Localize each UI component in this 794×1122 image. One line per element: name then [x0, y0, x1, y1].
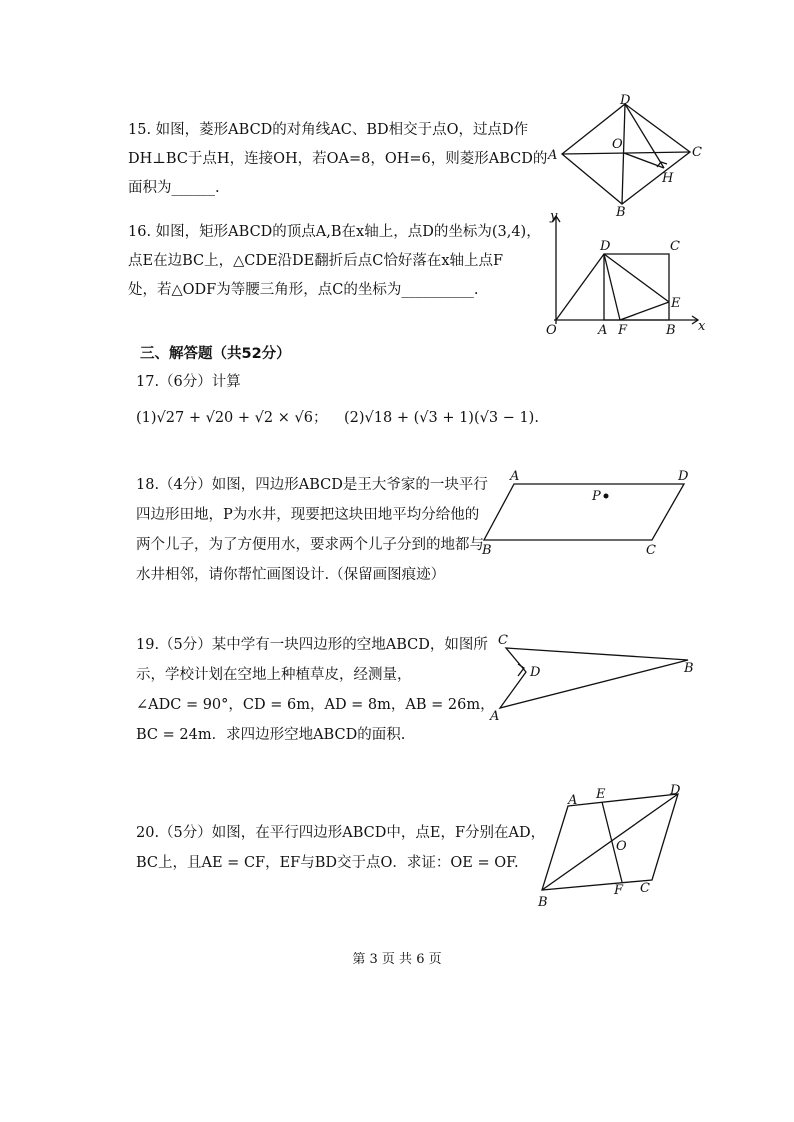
q19-quadrilateral-outline	[500, 648, 688, 708]
q16-segment-od	[556, 254, 604, 320]
q20-line-1: 20.（5分）如图，在平行四边形ABCD中，点E，F分别在AD，	[136, 825, 546, 841]
q16-label-d: D	[600, 239, 611, 254]
q18-well-point	[604, 494, 609, 499]
q15-label-d: D	[620, 93, 631, 108]
q20-parallelogram-figure	[534, 782, 704, 912]
q15-line-3: 面积为______.	[128, 180, 220, 196]
q16-label-x: x	[698, 319, 706, 334]
q16-label-y: y	[550, 209, 558, 224]
q20-label-a: A	[568, 793, 578, 808]
q20-label-e: E	[596, 787, 606, 802]
q15-label-o: O	[612, 137, 623, 152]
question-20	[136, 818, 545, 878]
q16-label-a: A	[598, 323, 608, 338]
section-3-heading: 三、解答题（共52分）	[140, 346, 291, 362]
q18-line-1: 18.（4分）如图，四边形ABCD是王大爷家的一块平行	[136, 477, 488, 493]
q15-label-a: A	[548, 148, 558, 163]
q15-label-h: H	[662, 171, 674, 186]
q16-rectangle-figure	[540, 209, 710, 342]
q16-label-b: B	[666, 323, 676, 338]
q20-line-2: BC上，且AE = CF，EF与BD交于点O．求证：OE = OF.	[136, 855, 519, 871]
q15-diagonal-bd	[622, 104, 625, 204]
q19-label-d: D	[530, 665, 541, 680]
question-17	[136, 368, 241, 397]
q17-part-1: (1)√27 + √20 + √2 × √6；	[136, 410, 328, 426]
q19-quadrilateral-figure	[490, 634, 700, 724]
q15-label-c: C	[692, 145, 702, 160]
q17-header: 17.（6分）计算	[136, 374, 241, 390]
q15-label-b: B	[616, 205, 626, 220]
question-19	[136, 630, 495, 750]
q18-label-a: A	[510, 469, 520, 484]
q18-label-b: B	[482, 543, 492, 558]
q18-line-2: 四边形田地，P为水井，现要把这块田地平均分给他的	[136, 507, 480, 523]
q16-label-f: F	[618, 323, 628, 338]
q19-line-2: 示，学校计划在空地上种植草皮，经测量，	[136, 667, 412, 683]
q16-rectangle-abcd	[604, 254, 669, 320]
q17-part-2: (2)√18 + (√3 + 1)(√3 − 1).	[344, 410, 539, 426]
question-18	[136, 470, 488, 590]
q20-label-d: D	[670, 783, 681, 798]
q16-label-c: C	[670, 239, 680, 254]
q18-label-d: D	[678, 469, 689, 484]
q18-line-3: 两个儿子，为了方便用水，要求两个儿子分到的地都与	[136, 537, 484, 553]
q16-label-e: E	[671, 296, 681, 311]
q15-segment-dh	[625, 104, 664, 168]
q15-line-2: DH⊥BC于点H，连接OH，若OA=8，OH=6，则菱形ABCD的	[128, 151, 548, 167]
q19-label-c: C	[498, 633, 508, 648]
q15-rhombus-figure	[540, 93, 702, 220]
q16-segment-fe	[620, 302, 669, 320]
q18-parallelogram-figure	[480, 462, 700, 562]
q20-diagonal-bd	[542, 794, 678, 890]
q20-label-b: B	[538, 895, 548, 910]
question-16	[128, 218, 541, 305]
page-footer: 第 3 页 共 6 页	[352, 952, 442, 967]
q19-label-a: A	[490, 709, 500, 724]
question-15	[128, 116, 547, 203]
q20-label-f: F	[614, 883, 624, 898]
q19-right-angle-mark	[518, 664, 524, 676]
q20-label-c: C	[640, 881, 650, 896]
q18-label-p: P	[592, 489, 601, 504]
q15-line-1: 15. 如图，菱形ABCD的对角线AC、BD相交于点O，过点D作	[128, 122, 529, 138]
q19-line-3: ∠ADC = 90°，CD = 6m，AD = 8m，AB = 26m，	[136, 697, 495, 713]
q20-label-o: O	[616, 839, 627, 854]
q18-line-4: 水井相邻，请你帮忙画图设计.（保留画图痕迹）	[136, 567, 446, 583]
q18-label-c: C	[646, 543, 656, 558]
q19-line-1: 19.（5分）某中学有一块四边形的空地ABCD，如图所	[136, 637, 488, 653]
q16-line-2: 点E在边BC上，△CDE沿DE翻折后点C恰好落在x轴上点F	[128, 253, 504, 269]
q16-line-3: 处，若△ODF为等腰三角形，点C的坐标为__________.	[128, 282, 479, 298]
q19-label-b: B	[684, 661, 694, 676]
q18-parallelogram-outline	[484, 484, 684, 540]
q19-line-4: BC = 24m．求四边形空地ABCD的面积.	[136, 727, 406, 743]
q16-line-1: 16. 如图，矩形ABCD的顶点A,B在x轴上，点D的坐标为(3,4)，	[128, 224, 541, 240]
q16-label-o: O	[546, 323, 557, 338]
